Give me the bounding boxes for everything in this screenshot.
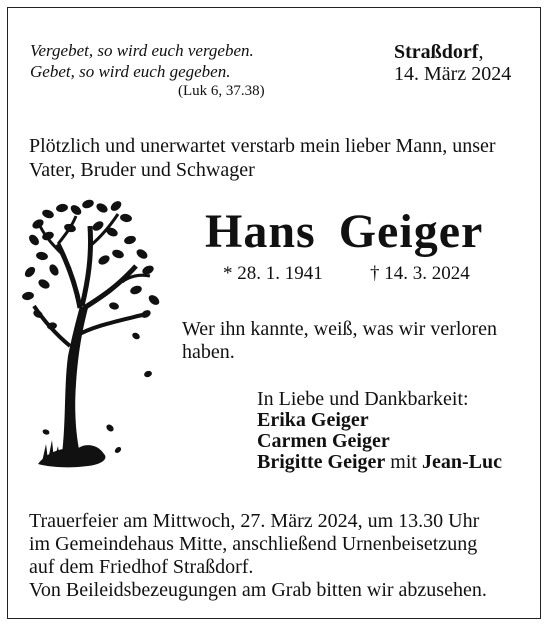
death-date: † 14. 3. 2024 — [370, 263, 470, 284]
intro-line: Plötzlich und unerwartet verstarb mein lieber Mann, unser — [29, 135, 496, 157]
quote-line: haben. — [182, 341, 235, 363]
funeral-line: im Gemeindehaus Mitte, anschließend Urnenbeisetzung — [29, 533, 478, 555]
quote-line: Wer ihn kannte, weiß, was wir verloren — [182, 318, 497, 340]
birth-date: * 28. 1. 1941 — [223, 263, 323, 284]
place-name: Straßdorf — [394, 41, 479, 63]
mourner-name: Carmen Geiger — [257, 430, 390, 452]
mourner-partner: Jean-Luc — [421, 451, 502, 473]
verse-line: Gebet, so wird euch gegeben. — [30, 62, 231, 81]
comma: , — [478, 41, 484, 63]
mourner-name: Erika Geiger — [257, 409, 369, 431]
memorial-quote — [182, 318, 497, 364]
funeral-info — [29, 510, 487, 602]
bible-verse — [30, 40, 254, 82]
intro-text — [29, 134, 496, 182]
mourner-line — [257, 452, 502, 473]
intro-line: Vater, Bruder und Schwager — [29, 159, 255, 181]
verse-line: Vergebet, so wird euch vergeben. — [30, 41, 254, 60]
deceased-name: Hans Geiger — [205, 205, 484, 258]
place-date — [394, 41, 511, 85]
mourners-heading: In Liebe und Dankbarkeit: — [257, 388, 469, 410]
funeral-line: auf dem Friedhof Straßdorf. — [29, 556, 254, 578]
funeral-line: Trauerfeier am Mittwoch, 27. März 2024, um 13.30 Uhr — [29, 510, 480, 532]
tree-illustration — [18, 196, 168, 488]
verse-reference: (Luk 6, 37.38) — [178, 83, 265, 99]
notice-date: 14. März 2024 — [394, 63, 512, 85]
mourner-name: Brigitte Geiger — [257, 451, 386, 473]
mourners-block — [257, 389, 502, 473]
with-word: mit — [390, 451, 417, 473]
funeral-line: Von Beileidsbezeugungen am Grab bitten wir abzusehen. — [29, 579, 487, 601]
